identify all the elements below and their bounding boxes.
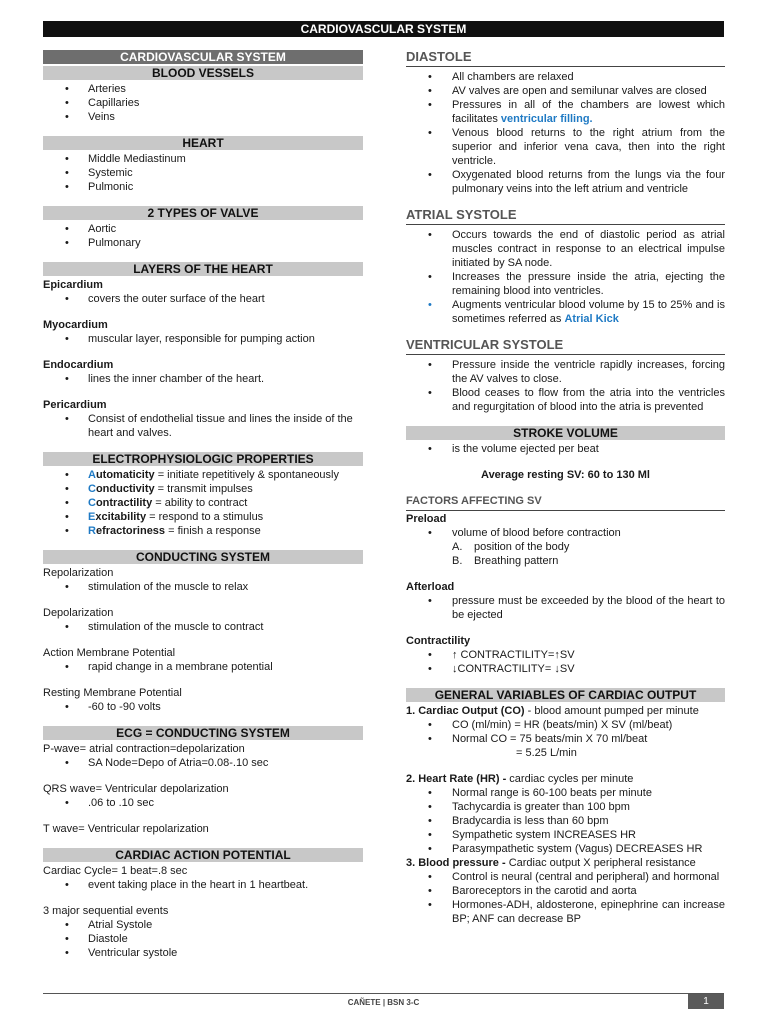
list-item: • Conductivity = transmit impulses (65, 483, 253, 495)
hr-line: 2. Heart Rate (HR) - cardiac cycles per minute (406, 773, 634, 785)
list-item: • is the volume ejected per beat (428, 443, 599, 455)
list-item: • SA Node=Depo of Atria=0.08-.10 sec (65, 757, 269, 769)
conducting-term: Resting Membrane Potential (43, 687, 182, 699)
right-column (406, 50, 725, 926)
list-item: • event taking place in the heart in 1 heartbeat. (65, 879, 309, 891)
ecg-header: ECG = CONDUCTING SYSTEM (43, 726, 363, 740)
list-item: • Control is neural (central and peripheral) and hormonal (428, 871, 720, 883)
bp-list (406, 870, 725, 926)
list-item: • rapid change in a membrane potential (65, 661, 273, 673)
list-item: • Venous blood returns to the right atrium from the superior and inferior vena cava, then into the right ventricle. (428, 127, 725, 167)
bp-line: 3. Blood pressure - Cardiac output X peripheral resistance (406, 857, 696, 869)
list-item: • .06 to .10 sec (65, 797, 155, 809)
list-item: • Pressures in all of the chambers are lowest which facilitates ventricular filling. (428, 99, 725, 125)
events-list (43, 918, 363, 960)
cv-section-header: CARDIOVASCULAR SYSTEM (43, 50, 363, 64)
heart-header: HEART (43, 136, 363, 150)
conducting-header: CONDUCTING SYSTEM (43, 550, 363, 564)
stroke-volume-header: STROKE VOLUME (406, 426, 725, 440)
factors-heading: FACTORS AFFECTING SV (406, 494, 725, 511)
list-item: • Excitability = respond to a stimulus (65, 511, 264, 523)
average-sv-text: Average resting SV: 60 to 130 Ml (481, 469, 650, 481)
layer-name: Endocardium (43, 359, 114, 371)
contractility-label: Contractility (406, 635, 471, 647)
electro-list (43, 468, 363, 538)
list-item: • lines the inner chamber of the heart. (65, 373, 265, 385)
ventricular-systole-heading: VENTRICULAR SYSTOLE (406, 338, 725, 355)
conducting-term: Depolarization (43, 607, 114, 619)
atrial-list (406, 228, 725, 326)
list-item: • volume of blood before contraction (428, 527, 621, 539)
list-item: • Veins (65, 111, 115, 123)
list-item: • All chambers are relaxed (428, 71, 574, 83)
list-item: • Occurs towards the end of diastolic period as atrial muscles contract in response to an electrical impulse initiated by SA node. (428, 229, 725, 269)
afterload-label: Afterload (406, 581, 455, 593)
page-number: 1 (688, 994, 724, 1009)
sub-item: A. position of the body (452, 541, 570, 553)
electro-header: ELECTROPHYSIOLOGIC PROPERTIES (43, 452, 363, 466)
list-item: • Hormones-ADH, aldosterone, epinephrine can increase BP; ANF can decrease BP (428, 899, 725, 925)
layers-header: LAYERS OF THE HEART (43, 262, 363, 276)
t-wave-text: T wave= Ventricular repolarization (43, 823, 209, 835)
diastole-heading: DIASTOLE (406, 50, 725, 67)
list-item: • Blood ceases to flow from the atria into the ventricles and regurgitation of blood into the atria is prevented (428, 387, 725, 413)
p-wave-text: P-wave= atrial contraction=depolarization (43, 743, 245, 755)
list-item: • covers the outer surface of the heart (65, 293, 265, 305)
list-item: • ↓CONTRACTILITY= ↓SV (428, 663, 575, 675)
list-item: • Ventricular systole (65, 947, 178, 959)
list-item: • Contractility = ability to contract (65, 497, 248, 509)
list-item: • Pulmonary (65, 237, 141, 249)
footer-author: CAÑETE | BSN 3-C (347, 998, 420, 1007)
list-item: • Aortic (65, 223, 117, 235)
list-item: • Tachycardia is greater than 100 bpm (428, 801, 630, 813)
list-item: • Baroreceptors in the carotid and aorta (428, 885, 637, 897)
cardiac-output-header: GENERAL VARIABLES OF CARDIAC OUTPUT (406, 688, 725, 702)
list-item: • ↑ CONTRACTILITY=↑SV (428, 649, 575, 661)
list-item: • Oxygenated blood returns from the lungs via the four pulmonary veins into the left atrium and ventricle (428, 169, 725, 195)
layer-name: Myocardium (43, 319, 108, 331)
list-item: • muscular layer, responsible for pumping action (65, 333, 315, 345)
list-item: • AV valves are open and semilunar valves are closed (428, 85, 707, 97)
conducting-term: Action Membrane Potential (43, 647, 176, 659)
list-item: • -60 to -90 volts (65, 701, 161, 713)
co-result: = 5.25 L/min (516, 747, 577, 759)
footer-divider (43, 993, 724, 994)
blood-vessels-list (43, 82, 363, 124)
atrial-systole-heading: ATRIAL SYSTOLE (406, 208, 725, 225)
list-item: • Capillaries (65, 97, 140, 109)
sub-item: B. Breathing pattern (452, 555, 559, 567)
layer-name: Pericardium (43, 399, 107, 411)
list-item: • Normal CO = 75 beats/min X 70 ml/beat (428, 733, 648, 745)
preload-label: Preload (406, 513, 447, 525)
list-item: • Refractoriness = finish a response (65, 525, 261, 537)
list-item: • stimulation of the muscle to contract (65, 621, 264, 633)
list-item: • Augments ventricular blood volume by 15 to 25% and is sometimes referred as Atrial Kick (428, 299, 725, 325)
heart-list (43, 152, 363, 194)
list-item: • Atrial Systole (65, 919, 153, 931)
co-line: 1. Cardiac Output (CO) - blood amount pumped per minute (406, 705, 699, 717)
diastole-list (406, 70, 725, 196)
cardiac-cycle-text: Cardiac Cycle= 1 beat=.8 sec (43, 865, 188, 877)
list-item: • Increases the pressure inside the atria, ejecting the remaining blood into ventricles. (428, 271, 725, 297)
valves-list (43, 222, 363, 250)
events-intro: 3 major sequential events (43, 905, 169, 917)
list-item: • Pulmonic (65, 181, 134, 193)
list-item: • Arteries (65, 83, 126, 95)
list-item: • Normal range is 60-100 beats per minute (428, 787, 652, 799)
list-item: • Middle Mediastinum (65, 153, 186, 165)
list-item: • Bradycardia is less than 60 bpm (428, 815, 609, 827)
list-item: • pressure must be exceeded by the blood of the heart to be ejected (428, 595, 725, 621)
hr-list (406, 786, 725, 856)
list-item: • Consist of endothelial tissue and lines the inside of the heart and valves. (65, 413, 353, 439)
list-item: • Sympathetic system INCREASES HR (428, 829, 636, 841)
list-item: • Parasympathetic system (Vagus) DECREASES HR (428, 843, 703, 855)
valves-header: 2 TYPES OF VALVE (43, 206, 363, 220)
list-item: • CO (ml/min) = HR (beats/min) X SV (ml/beat) (428, 719, 673, 731)
qrs-text: QRS wave= Ventricular depolarization (43, 783, 229, 795)
list-item: • Diastole (65, 933, 128, 945)
conducting-term: Repolarization (43, 567, 114, 579)
list-item: • Systemic (65, 167, 133, 179)
left-column (43, 50, 363, 960)
action-potential-header: CARDIAC ACTION POTENTIAL (43, 848, 363, 862)
list-item: • Pressure inside the ventricle rapidly increases, forcing the AV valves to close. (428, 359, 725, 385)
page-title: CARDIOVASCULAR SYSTEM (43, 21, 724, 37)
ventricular-list (406, 358, 725, 414)
layer-name: Epicardium (43, 279, 103, 291)
blood-vessels-header: BLOOD VESSELS (43, 66, 363, 80)
list-item: • stimulation of the muscle to relax (65, 581, 249, 593)
list-item: • Automaticity = initiate repetitively & spontaneously (65, 469, 339, 481)
